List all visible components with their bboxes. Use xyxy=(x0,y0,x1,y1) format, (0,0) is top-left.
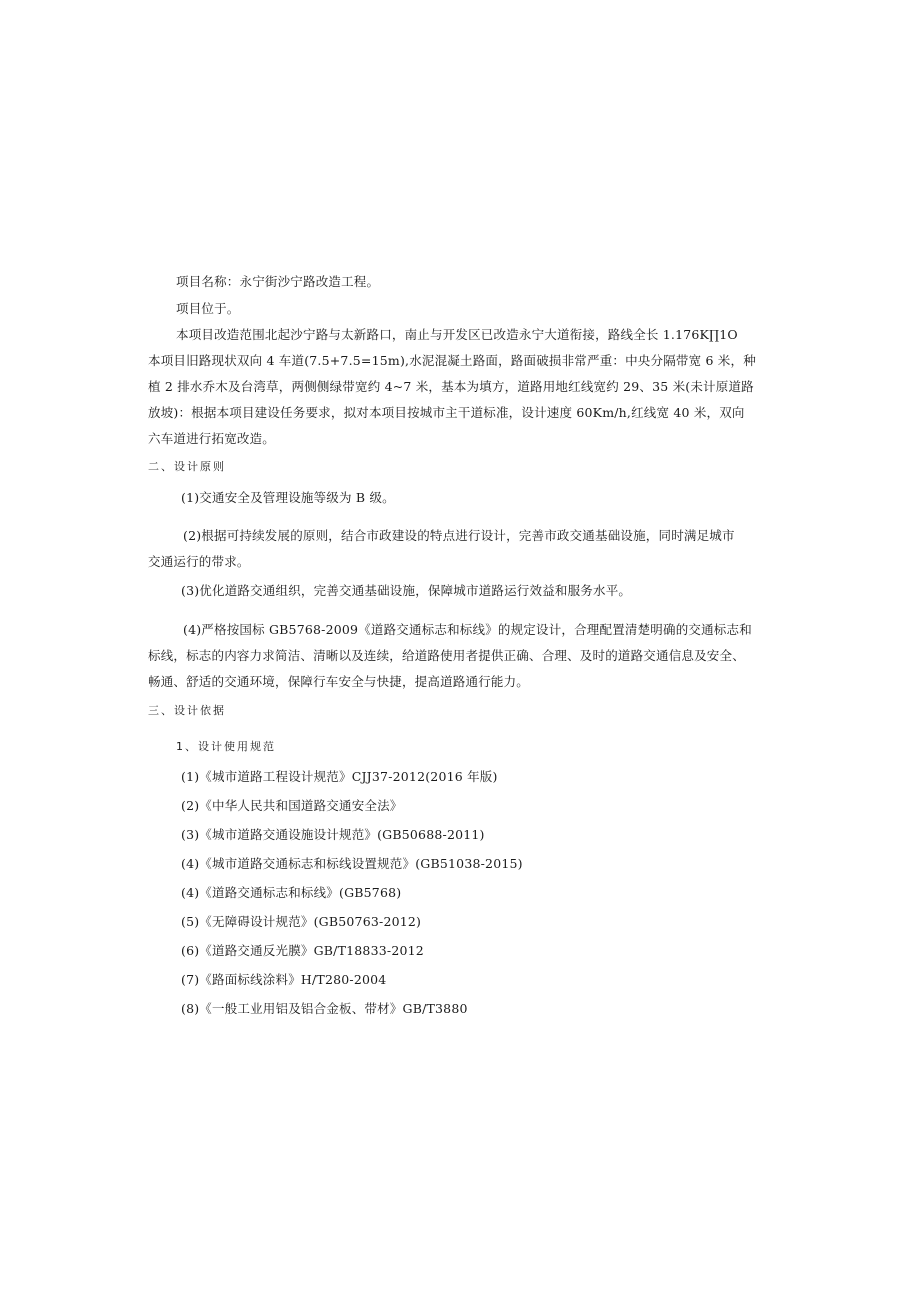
norm-item: (2)《中华人民共和国道路交通安全法》 xyxy=(181,798,403,813)
principle-2-line-1: (2)根据可持续发展的原则，结合市政建设的特点进行设计，完善市政交通基础设施，同时满足城市 xyxy=(183,528,735,543)
norm-item: (8)《一般工业用铝及铝合金板、带材》GB/T3880 xyxy=(181,1001,468,1016)
principle-4-line-1: (4)严格按国标 GB5768-2009《道路交通标志和标线》的规定设计，合理配置清楚明确的交通标志和 xyxy=(183,622,752,637)
desc-line-1: 本项目改造范围北起沙宁路与太新路口，南止与开发区已改造永宁大道衔接，路线全长 1.176K∏1O xyxy=(176,327,738,342)
section-design-principles-title: 二、设计原则 xyxy=(148,460,226,473)
project-name: 项目名称：永宁街沙宁路改造工程。 xyxy=(176,274,380,289)
subsection-norms-title: 1、设计使用规范 xyxy=(176,740,276,753)
norm-item: (4)《城市道路交通标志和标线设置规范》(GB51038-2015) xyxy=(181,856,523,871)
principle-1: (1)交通安全及管理设施等级为 B 级。 xyxy=(181,490,395,505)
norm-item: (7)《路面标线涂料》H/T280-2004 xyxy=(181,972,387,987)
desc-line-5: 六车道进行拓宽改造。 xyxy=(148,431,276,446)
principle-4-line-2: 标线，标志的内容力求简洁、清晰以及连续，给道路使用者提供正确、合理、及时的道路交通信息及安全、 xyxy=(148,648,745,663)
norm-item: (5)《无障碍设计规范》(GB50763-2012) xyxy=(181,914,422,929)
principle-2-line-2: 交通运行的带求。 xyxy=(148,554,250,569)
norm-item: (6)《道路交通反光膜》GB/T18833-2012 xyxy=(181,943,424,958)
desc-line-3: 植 2 排水乔木及台湾草，两侧侧绿带宽约 4~7 米，基本为填方，道路用地红线宽约 29、35 米(未计原道路 xyxy=(148,379,754,394)
norm-item: (4)《道路交通标志和标线》(GB5768) xyxy=(181,885,402,900)
desc-line-4: 放坡)：根据本项目建设任务要求，拟对本项目按城市主干道标准，设计速度 60Km/h,红线宽 40 米，双向 xyxy=(148,405,745,420)
project-location: 项目位于。 xyxy=(176,301,240,316)
principle-3: (3)优化道路交通组织，完善交通基础设施，保障城市道路运行效益和服务水平。 xyxy=(181,583,632,598)
desc-line-2: 本项目旧路现状双向 4 车道(7.5+7.5=15m),水泥混凝土路面，路面破损非常严重：中央分隔带宽 6 米，种 xyxy=(148,353,756,368)
norm-item: (1)《城市道路工程设计规范》CJJ37-2012(2016 年版) xyxy=(181,769,498,784)
norm-item: (3)《城市道路交通设施设计规范》(GB50688-2011) xyxy=(181,827,485,842)
principle-4-line-3: 畅通、舒适的交通环境，保障行车安全与快捷，提高道路通行能力。 xyxy=(148,674,530,689)
section-design-basis-title: 三、设计依据 xyxy=(148,704,226,717)
